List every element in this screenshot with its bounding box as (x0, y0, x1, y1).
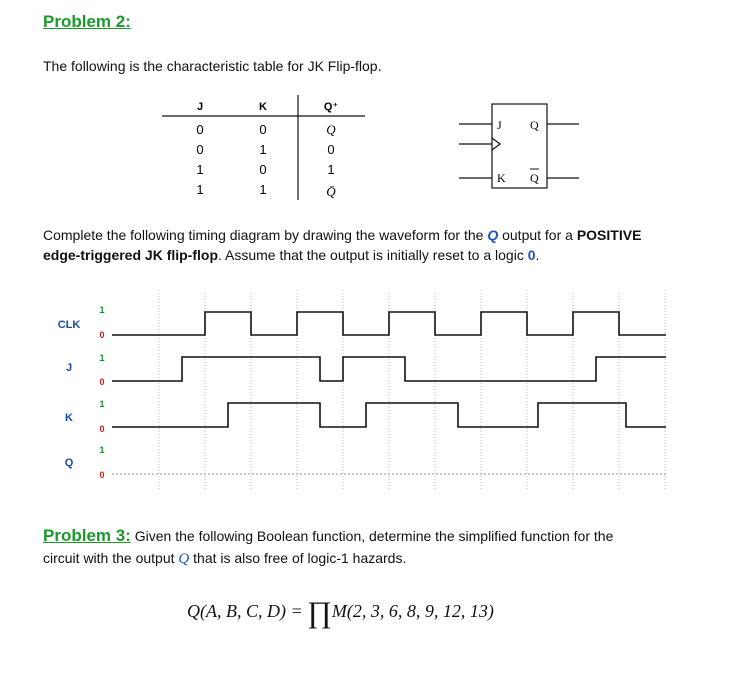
problem2-heading: Problem 2: (43, 12, 131, 31)
instruction-text: output for a (498, 227, 577, 243)
signal-label-k: K (65, 412, 73, 424)
table-cell: 1 (327, 162, 335, 177)
timing-diagram (0, 285, 742, 500)
problem3-text: Given the following Boolean function, determine the simplified function for the (130, 528, 614, 544)
table-header-j: J (196, 101, 204, 113)
problem2-intro: The following is the characteristic table for JK Flip-flop. (43, 58, 382, 74)
level-low-label: 0 (99, 424, 105, 434)
table-cell: 0 (196, 142, 204, 157)
instruction-edge: edge-triggered JK flip-flop (43, 247, 218, 263)
k-waveform (112, 403, 666, 427)
table-cell: 1 (259, 142, 267, 157)
clk-waveform (112, 312, 666, 335)
function-lhs: Q(A, B, C, D) = (187, 601, 303, 621)
problem3-text: circuit with the output (43, 550, 179, 566)
level-high-label: 1 (99, 399, 105, 409)
signal-label-clk: CLK (57, 319, 81, 331)
ff-pin-qbar: Q (530, 171, 539, 185)
instruction-text: Complete the following timing diagram by drawing the waveform for the (43, 227, 488, 243)
instruction-text: . (535, 247, 540, 263)
characteristic-table (150, 92, 380, 204)
table-header-qplus: Q⁺ (323, 101, 339, 113)
table-cell: 0 (327, 142, 335, 157)
table-cell: 1 (259, 182, 267, 197)
problem3-text: that is also free of logic-1 hazards. (189, 550, 407, 566)
table-header-k: K (259, 101, 267, 113)
level-low-label: 0 (99, 470, 105, 480)
problem3-line2 (43, 550, 406, 568)
function-rhs: M(2, 3, 6, 8, 9, 12, 13) (331, 601, 494, 621)
table-cell: 0 (259, 122, 267, 137)
signal-label-q: Q (64, 457, 74, 469)
table-cell: 0 (196, 122, 204, 137)
jk-flipflop-symbol (455, 100, 585, 192)
level-high-label: 1 (99, 353, 105, 363)
level-high-label: 1 (99, 445, 105, 455)
ff-pin-j: J (497, 118, 502, 132)
level-high-label: 1 (99, 305, 105, 315)
instruction-line2 (43, 247, 539, 263)
table-cell: Q (326, 122, 336, 137)
table-cell: 0 (259, 162, 267, 177)
ff-pin-q: Q (530, 118, 539, 132)
timing-grid (159, 293, 665, 490)
level-low-label: 0 (99, 330, 105, 340)
table-cell: 1 (196, 182, 204, 197)
product-symbol: ∏ (307, 596, 332, 629)
instruction-q: Q (487, 227, 499, 243)
table-cell: Q̄ (326, 184, 336, 199)
instruction-text: . Assume that the output is initially reset to a logic (218, 247, 528, 263)
problem3-q: Q (178, 551, 190, 567)
ff-pin-k: K (497, 171, 506, 185)
boolean-function (187, 596, 494, 630)
instruction-positive: POSITIVE (576, 227, 642, 243)
signal-label-j: J (65, 362, 73, 374)
problem3-line1 (43, 526, 613, 546)
table-cell: 1 (196, 162, 204, 177)
instruction-zero: 0 (527, 247, 536, 263)
level-low-label: 0 (99, 377, 105, 387)
problem3-heading: Problem 3: (43, 526, 131, 545)
clock-triangle-icon (492, 138, 500, 150)
instruction-line1 (43, 227, 641, 243)
